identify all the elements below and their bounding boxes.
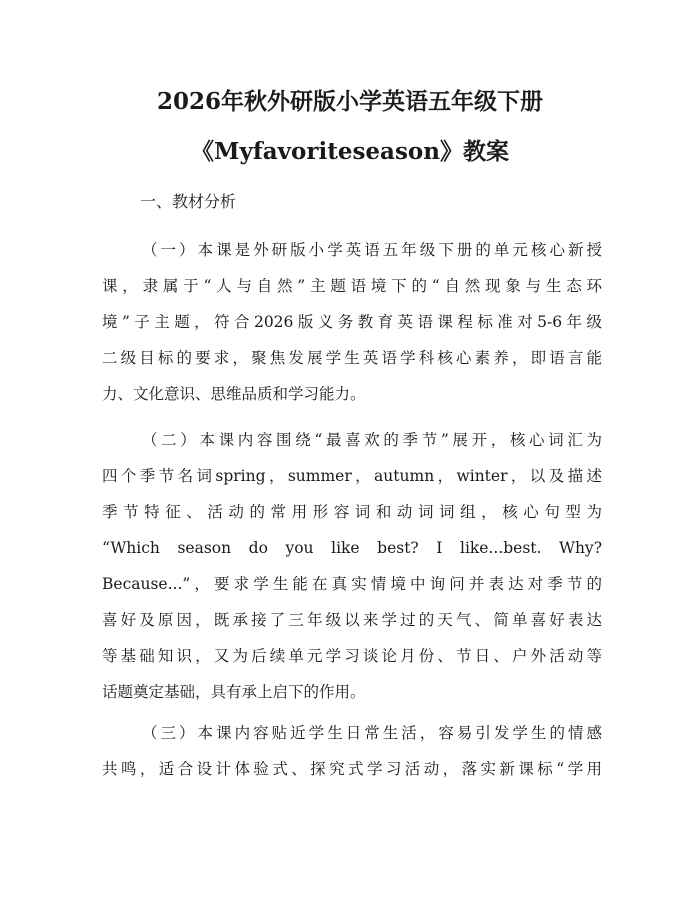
paragraph-line: 二级目标的要求，聚焦发展学生英语学科核心素养，即语言能 xyxy=(102,349,602,367)
paragraph-line: 喜好及原因，既承接了三年级以来学过的天气、简单喜好表达 xyxy=(102,611,602,629)
paragraph-line: 课，隶属于“人与自然”主题语境下的“自然现象与生态环 xyxy=(102,277,602,295)
paragraph-2 xyxy=(102,422,602,710)
paragraph-line: 季节特征、活动的常用形容词和动词词组，核心句型为 xyxy=(102,503,602,521)
section-heading: 一、教材分析 xyxy=(140,192,237,211)
paragraph-line: 等基础知识，又为后续单元学习谈论月份、节日、户外活动等 xyxy=(102,647,602,665)
paragraph-line: 共鸣，适合设计体验式、探究式学习活动，落实新课标“学用 xyxy=(102,760,602,778)
paragraph-line: Because...”，要求学生能在真实情境中询问并表达对季节的 xyxy=(102,575,602,593)
paragraph-line: （一）本课是外研版小学英语五年级下册的单元核心新授 xyxy=(142,241,602,259)
paragraph-line: 四个季节名词spring，summer，autumn，winter，以及描述 xyxy=(102,467,602,485)
paragraph-3 xyxy=(102,715,602,787)
paragraph-line: （三）本课内容贴近学生日常生活，容易引发学生的情感 xyxy=(142,724,602,742)
paragraph-line: 力、文化意识、思维品质和学习能力。 xyxy=(102,385,366,403)
paragraph-line: “Which season do you like best? I like...best. Why? xyxy=(102,539,602,557)
paragraph-line: 境”子主题，符合2026版义务教育英语课程标准对5-6年级 xyxy=(102,313,602,331)
paragraph-1 xyxy=(102,232,602,412)
document-title-line-2: 《Myfavoriteseason》教案 xyxy=(191,138,509,165)
document-title-line-1: 2026年秋外研版小学英语五年级下册 xyxy=(156,88,543,115)
paragraph-line: 话题奠定基础，具有承上启下的作用。 xyxy=(102,683,366,701)
paragraph-line: （二）本课内容围绕“最喜欢的季节”展开，核心词汇为 xyxy=(142,431,602,449)
